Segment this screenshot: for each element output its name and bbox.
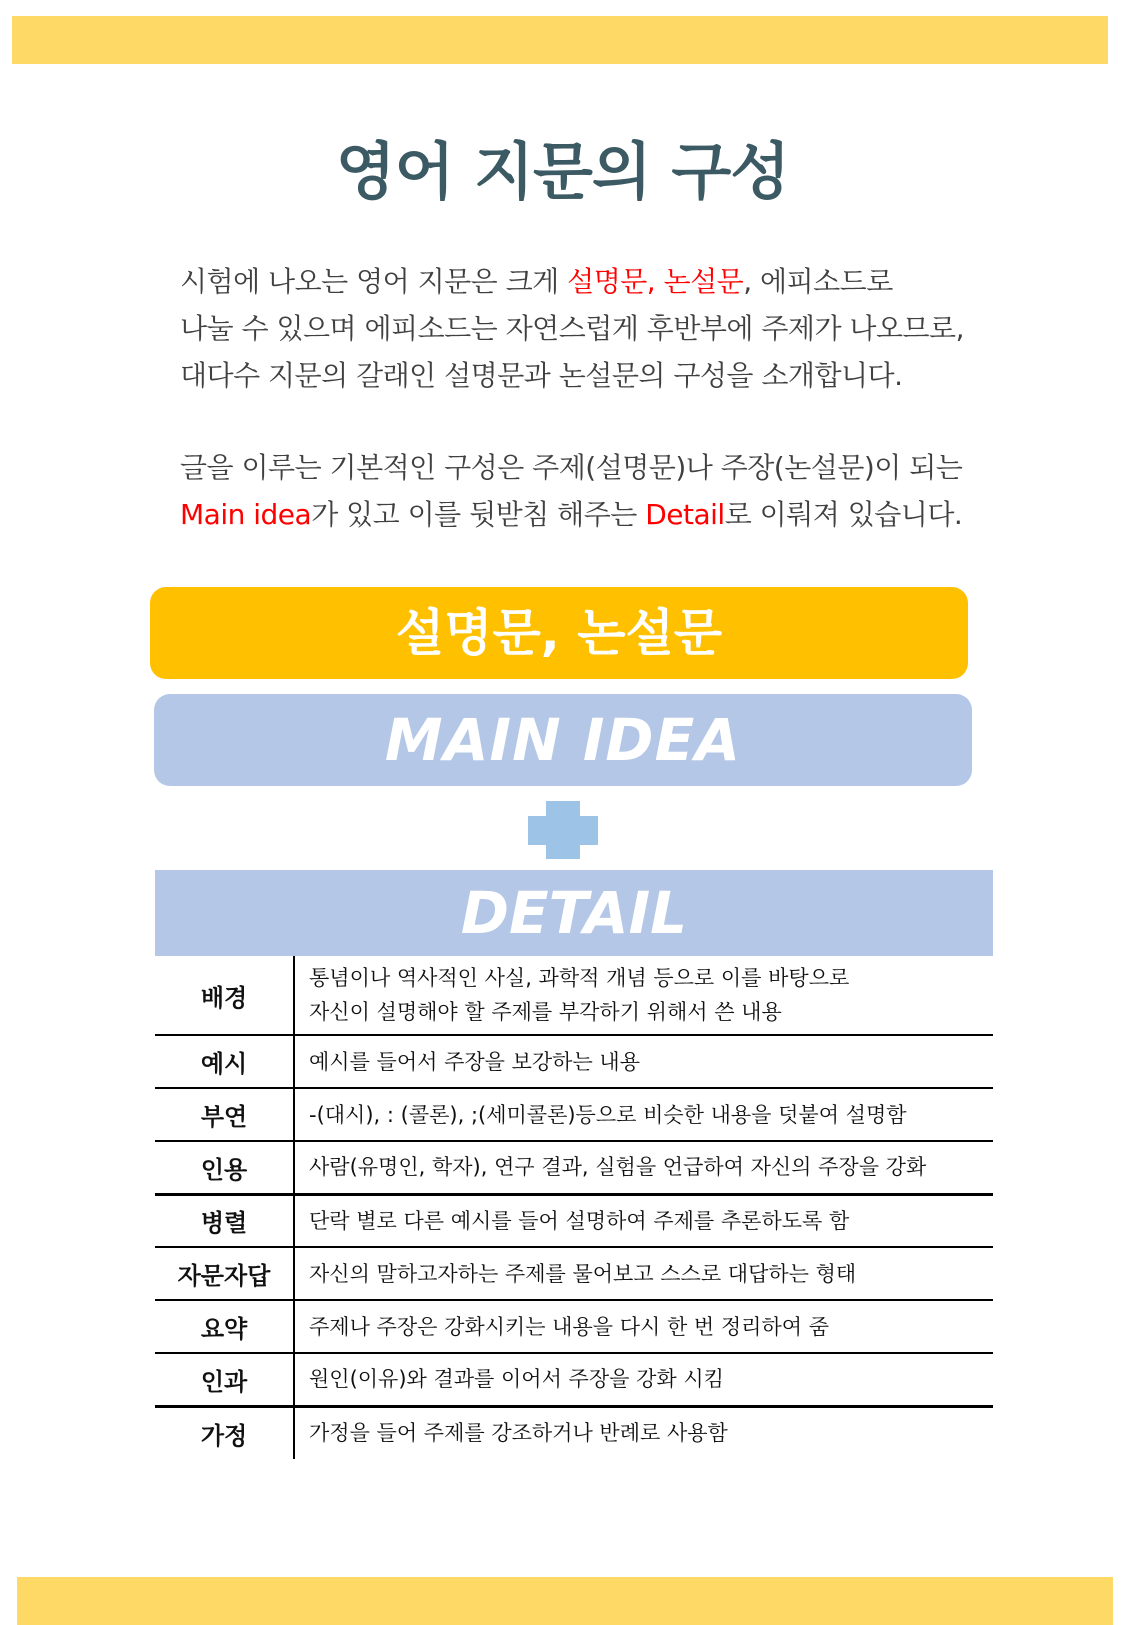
detail-term: 가정 [155, 1406, 294, 1459]
intro-text: 대다수 지문의 갈래인 설명문과 논설문의 구성을 소개합니다. [180, 359, 903, 392]
intro-text: 나눌 수 있으며 에피소드는 자연스럽게 후반부에 주제가 나오므로, [180, 312, 965, 345]
page-title: 영어 지문의 구성 [335, 135, 790, 208]
table-row [155, 1035, 993, 1088]
text-types-banner: 설명문, 논설문 [150, 587, 968, 679]
table-row [155, 1088, 993, 1141]
table-row [155, 1300, 993, 1353]
table-row [155, 1194, 993, 1247]
detail-description: 원인(이유)와 결과를 이어서 주장을 강화 시킴 [294, 1353, 993, 1406]
detail-description: 자신의 말하고자하는 주제를 물어보고 스스로 대답하는 형태 [294, 1247, 993, 1300]
intro-paragraph-2 [180, 444, 1000, 538]
detail-term: 요약 [155, 1300, 294, 1353]
table-row [155, 1247, 993, 1300]
detail-description [294, 956, 993, 1035]
highlight-text: Detail [645, 498, 725, 531]
highlight-text: Main idea [180, 498, 312, 531]
intro-text: 시험에 나오는 영어 지문은 크게 [180, 265, 568, 298]
detail-description: 예시를 들어서 주장을 보강하는 내용 [294, 1035, 993, 1088]
detail-banner: DETAIL [155, 870, 993, 956]
table-row [155, 1141, 993, 1194]
highlight-text: 설명문, 논설문 [567, 265, 744, 298]
description-line: 자신이 설명해야 할 주제를 부각하기 위해서 쓴 내용 [309, 1000, 782, 1024]
table-row [155, 956, 993, 1035]
detail-term: 예시 [155, 1035, 294, 1088]
intro-text: 로 이뤄져 있습니다. [724, 498, 963, 531]
detail-term: 인과 [155, 1353, 294, 1406]
table-row [155, 1406, 993, 1459]
detail-types-table [155, 956, 993, 1459]
detail-description: 사람(유명인, 학자), 연구 결과, 실험을 언급하여 자신의 주장을 강화 [294, 1141, 993, 1194]
detail-description: 주제나 주장은 강화시키는 내용을 다시 한 번 정리하여 줌 [294, 1300, 993, 1353]
top-decorative-band [12, 16, 1108, 64]
intro-text: , 에피소드로 [743, 265, 893, 298]
detail-term: 배경 [155, 956, 294, 1035]
detail-description: 단락 별로 다른 예시를 들어 설명하여 주제를 추론하도록 함 [294, 1194, 993, 1247]
table-row [155, 1353, 993, 1406]
detail-term: 부연 [155, 1088, 294, 1141]
intro-text: 가 있고 이를 뒷받침 해주는 [311, 498, 646, 531]
plus-icon [528, 801, 598, 859]
detail-term: 자문자답 [155, 1247, 294, 1300]
bottom-decorative-band [17, 1577, 1113, 1625]
description-line: 통념이나 역사적인 사실, 과학적 개념 등으로 이를 바탕으로 [309, 966, 850, 990]
detail-term: 병렬 [155, 1194, 294, 1247]
main-idea-banner: MAIN IDEA [154, 694, 972, 786]
detail-description: -(대시), : (콜론), ;(세미콜론)등으로 비슷한 내용을 덧붙여 설명함 [294, 1088, 993, 1141]
intro-text: 글을 이루는 기본적인 구성은 주제(설명문)나 주장(논설문)이 되는 [180, 451, 963, 484]
detail-term: 인용 [155, 1141, 294, 1194]
intro-paragraph-1 [180, 258, 1000, 399]
detail-description: 가정을 들어 주제를 강조하거나 반례로 사용함 [309, 1421, 728, 1446]
